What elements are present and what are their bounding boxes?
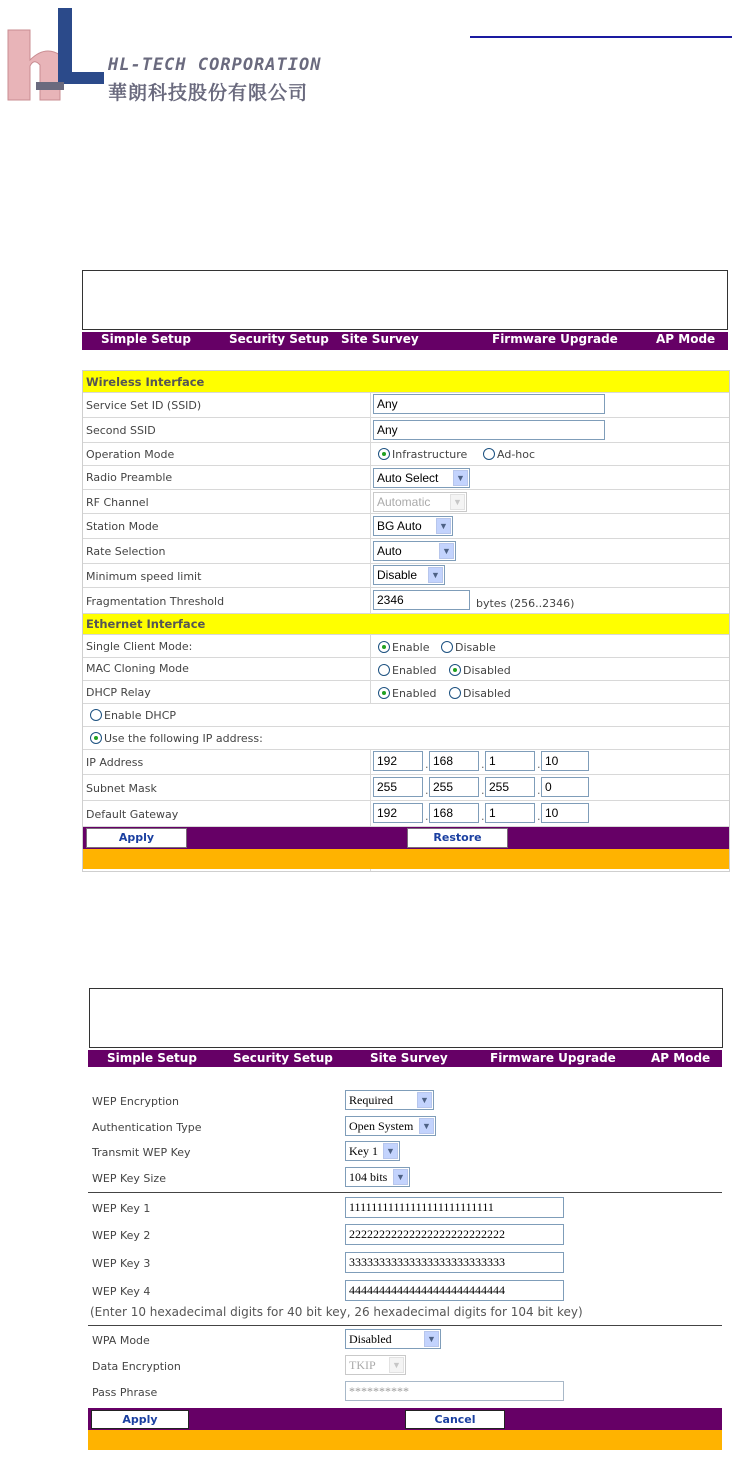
hl-logo-icon — [0, 0, 110, 110]
company-logo — [0, 0, 345, 110]
station-mode-select[interactable]: BG Auto ▼ — [373, 516, 453, 536]
nav-firmware-upgrade[interactable]: Firmware Upgrade — [492, 332, 618, 346]
chevron-down-icon: ▼ — [417, 1092, 432, 1108]
chevron-down-icon: ▼ — [393, 1169, 408, 1185]
operation-mode-row: Operation Mode Infrastructure Ad-hoc — [83, 443, 729, 466]
nav-security-setup[interactable]: Security Setup — [233, 1051, 333, 1065]
pass-phrase-label: Pass Phrase — [92, 1386, 158, 1399]
auth-type-select[interactable]: Open System ▼ — [345, 1116, 436, 1136]
rate-selection-row: Rate Selection Auto ▼ — [83, 539, 729, 564]
wireless-interface-header: Wireless Interface — [83, 371, 729, 393]
mac-clone-enabled[interactable]: Enabled — [378, 664, 436, 677]
restore-button[interactable]: Restore — [407, 828, 508, 848]
single-client-enable[interactable]: Enable — [378, 641, 429, 654]
mask-octet-4[interactable]: 0 — [541, 777, 589, 797]
divider — [88, 1192, 722, 1193]
simple-button-bar — [83, 827, 729, 849]
ip-octet-2[interactable]: 168 — [429, 751, 479, 771]
wep-key-4-input[interactable]: 44444444444444444444444444 — [345, 1280, 564, 1301]
mac-cloning-row: MAC Cloning Mode Enabled Disabled — [83, 658, 729, 681]
chevron-down-icon: ▼ — [424, 1331, 439, 1347]
chevron-down-icon: ▼ — [383, 1143, 398, 1159]
nav-simple-setup[interactable]: Simple Setup — [107, 1051, 197, 1065]
apply-button[interactable]: Apply — [91, 1410, 189, 1429]
frag-hint: bytes (256..2346) — [476, 597, 575, 610]
ssid-row: Service Set ID (SSID) Any — [83, 393, 729, 418]
company-name-en: HL-TECH CORPORATION — [108, 55, 322, 75]
chevron-down-icon: ▼ — [419, 1118, 434, 1134]
radio-preamble-row: Radio Preamble Auto Select ▼ — [83, 466, 729, 490]
use-following-ip-radio[interactable]: Use the following IP address: — [90, 732, 263, 745]
rf-channel-row: RF Channel Automatic ▼ — [83, 490, 729, 514]
wep-encryption-label: WEP Encryption — [92, 1095, 180, 1108]
wep-key-4-label: WEP Key 4 — [92, 1285, 151, 1298]
wep-key-1-input[interactable]: 11111111111111111111111111 — [345, 1197, 564, 1218]
frag-threshold-row: Fragmentation Threshold 2346 bytes (256..2346) — [83, 588, 729, 614]
simple-setup-form — [82, 370, 730, 872]
default-gateway-row: Default Gateway 192 . 168 . 1 . 10 — [83, 801, 729, 827]
dhcp-relay-disabled[interactable]: Disabled — [449, 687, 511, 700]
nav-simple-setup[interactable]: Simple Setup — [101, 332, 191, 346]
simple-setup-title-box — [82, 270, 728, 330]
mask-octet-3[interactable]: 255 — [485, 777, 535, 797]
ip-octet-4[interactable]: 10 — [541, 751, 589, 771]
dhcp-relay-row: DHCP Relay Enabled Disabled — [83, 681, 729, 704]
security-setup-title-box — [89, 988, 723, 1048]
gw-octet-2[interactable]: 168 — [429, 803, 479, 823]
company-name-zh: 華朗科技股份有限公司 — [108, 82, 309, 104]
second-ssid-row: Second SSID Any — [83, 418, 729, 443]
wep-key-size-select[interactable]: 104 bits ▼ — [345, 1167, 410, 1187]
min-speed-row: Minimum speed limit Disable ▼ — [83, 564, 729, 588]
use-ip-row — [83, 727, 729, 750]
second-ssid-input[interactable]: Any — [373, 420, 605, 440]
ip-octet-1[interactable]: 192 — [373, 751, 423, 771]
wpa-mode-label: WPA Mode — [92, 1334, 150, 1347]
dhcp-relay-enabled[interactable]: Enabled — [378, 687, 436, 700]
wep-key-2-input[interactable]: 22222222222222222222222222 — [345, 1224, 564, 1245]
gw-octet-1[interactable]: 192 — [373, 803, 423, 823]
nav-site-survey[interactable]: Site Survey — [370, 1051, 448, 1065]
wep-key-2-label: WEP Key 2 — [92, 1229, 151, 1242]
station-mode-row: Station Mode BG Auto ▼ — [83, 514, 729, 539]
auth-type-label: Authentication Type — [92, 1121, 202, 1134]
header-rule — [470, 36, 732, 38]
wep-encryption-select[interactable]: Required ▼ — [345, 1090, 434, 1110]
wep-key-size-label: WEP Key Size — [92, 1172, 166, 1185]
chevron-down-icon: ▼ — [453, 470, 468, 486]
simple-status-bar — [83, 849, 729, 869]
preamble-select[interactable]: Auto Select ▼ — [373, 468, 470, 488]
enable-dhcp-row — [83, 704, 729, 727]
op-mode-adhoc[interactable]: Ad-hoc — [483, 448, 535, 461]
nav-bar-simple — [82, 332, 728, 350]
nav-bar-security — [88, 1050, 722, 1067]
ip-address-row: IP Address 192 . 168 . 1 . 10 — [83, 750, 729, 775]
chevron-down-icon: ▼ — [389, 1357, 404, 1373]
ethernet-interface-header: Ethernet Interface — [83, 614, 729, 635]
security-setup-form — [88, 1080, 722, 1450]
rf-channel-select[interactable]: Automatic ▼ — [373, 492, 467, 512]
rate-select[interactable]: Auto ▼ — [373, 541, 456, 561]
min-speed-select[interactable]: Disable ▼ — [373, 565, 445, 585]
nav-ap-mode[interactable]: AP Mode — [651, 1051, 711, 1065]
pass-phrase-input[interactable]: ********** — [345, 1381, 564, 1401]
cancel-button[interactable]: Cancel — [405, 1410, 505, 1429]
mask-octet-2[interactable]: 255 — [429, 777, 479, 797]
wep-key-3-input[interactable]: 33333333333333333333333333 — [345, 1252, 564, 1273]
mac-clone-disabled[interactable]: Disabled — [449, 664, 511, 677]
wep-key-1-label: WEP Key 1 — [92, 1202, 151, 1215]
nav-site-survey[interactable]: Site Survey — [341, 332, 419, 346]
gw-octet-3[interactable]: 1 — [485, 803, 535, 823]
subnet-mask-row: Subnet Mask 255 . 255 . 255 . 0 — [83, 775, 729, 801]
tx-wep-key-label: Transmit WEP Key — [92, 1146, 191, 1159]
ssid-input[interactable]: Any — [373, 394, 605, 414]
single-client-disable[interactable]: Disable — [441, 641, 496, 654]
nav-security-setup[interactable]: Security Setup — [229, 332, 329, 346]
nav-firmware-upgrade[interactable]: Firmware Upgrade — [490, 1051, 616, 1065]
wep-key-3-label: WEP Key 3 — [92, 1257, 151, 1270]
gw-octet-4[interactable]: 10 — [541, 803, 589, 823]
chevron-down-icon: ▼ — [439, 543, 454, 559]
wpa-mode-select[interactable]: Disabled ▼ — [345, 1329, 441, 1349]
data-encryption-label: Data Encryption — [92, 1360, 181, 1373]
tx-wep-key-select[interactable]: Key 1 ▼ — [345, 1141, 400, 1161]
ip-octet-3[interactable]: 1 — [485, 751, 535, 771]
chevron-down-icon: ▼ — [428, 567, 443, 583]
op-mode-infrastructure[interactable]: Infrastructure — [378, 448, 467, 461]
security-button-bar — [88, 1408, 722, 1430]
frag-threshold-input[interactable]: 2346 — [373, 590, 470, 610]
data-encryption-select[interactable]: TKIP ▼ — [345, 1355, 406, 1375]
apply-button[interactable]: Apply — [86, 828, 187, 848]
security-status-bar — [88, 1430, 722, 1450]
nav-ap-mode[interactable]: AP Mode — [656, 332, 716, 346]
chevron-down-icon: ▼ — [450, 494, 465, 510]
mask-octet-1[interactable]: 255 — [373, 777, 423, 797]
chevron-down-icon: ▼ — [436, 518, 451, 534]
single-client-row: Single Client Mode: Enable Disable — [83, 635, 729, 658]
wep-key-hint: (Enter 10 hexadecimal digits for 40 bit key, 26 hexadecimal digits for 104 bit key) — [90, 1305, 583, 1319]
divider — [88, 1325, 722, 1326]
enable-dhcp-radio[interactable]: Enable DHCP — [90, 709, 176, 722]
